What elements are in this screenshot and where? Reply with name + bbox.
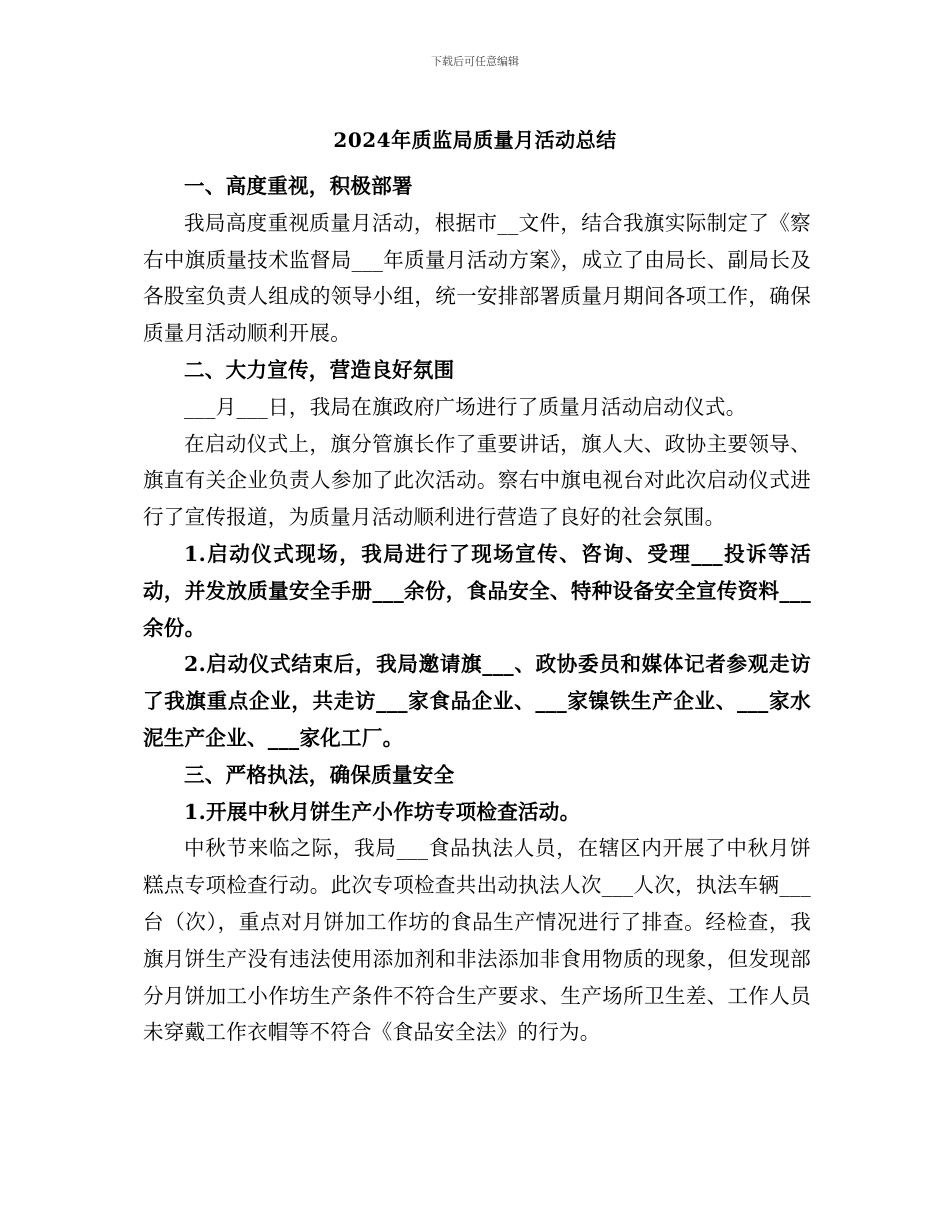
- bold-paragraph: 2.启动仪式结束后，我局邀请旗___、政协委员和媒体记者参观走访了我旗重点企业，共走访___家食品企业、___家镍铁生产企业、___家水泥生产企业、___家化工厂。: [143, 652, 811, 750]
- bold-paragraph: 1.启动仪式现场，我局进行了现场宣传、咨询、受理___投诉等活动，并发放质量安全手册___余份，食品安全、特种设备安全宣传资料___余份。: [143, 541, 811, 640]
- section-heading-3: 三、严格执法，确保质量安全: [184, 762, 455, 787]
- section-heading-2: 二、大力宣传，营造良好氛围: [184, 357, 455, 382]
- page-header-note: 下载后可任意编辑: [431, 55, 519, 68]
- paragraph: 中秋节来临之际，我局___食品执法人员，在辖区内开展了中秋月饼糕点专项检查行动。此次专项检查共出动执法人次___人次，执法车辆___台（次），重点对月饼加工作坊的食品生产情况进行了排查。经检查，我旗月饼生产没有违法使用添加剂和非法添加非食用物质的现象，但发现部分月饼加工小作坊生产条件不符合生产要求、生产场所卫生差、工作人员未穿戴工作衣帽等不符合《食品安全法》的行为。: [143, 836, 811, 1045]
- paragraph: ___月___日，我局在旗政府广场进行了质量月活动启动仪式。: [184, 394, 747, 419]
- paragraph: 在启动仪式上，旗分管旗长作了重要讲话，旗人大、政协主要领导、旗直有关企业负责人参加了此次活动。察右中旗电视台对此次启动仪式进行了宣传报道，为质量月活动顺利进行营造了良好的社会氛围。: [143, 431, 811, 530]
- section-heading-1: 一、高度重视，积极部署: [184, 174, 413, 198]
- document-title: 2024年质监局质量月活动总结: [333, 128, 617, 152]
- paragraph: 我局高度重视质量月活动，根据市__文件，结合我旗实际制定了《察右中旗质量技术监督局___年质量月活动方案》，成立了由局长、副局长及各股室负责人组成的领导小组，统一安排部署质量月期间各项工作，确保质量月活动顺利开展。: [143, 210, 811, 346]
- document-body: [143, 168, 811, 1051]
- subsection-heading: 1.开展中秋月饼生产小作坊专项检查活动。: [184, 799, 581, 824]
